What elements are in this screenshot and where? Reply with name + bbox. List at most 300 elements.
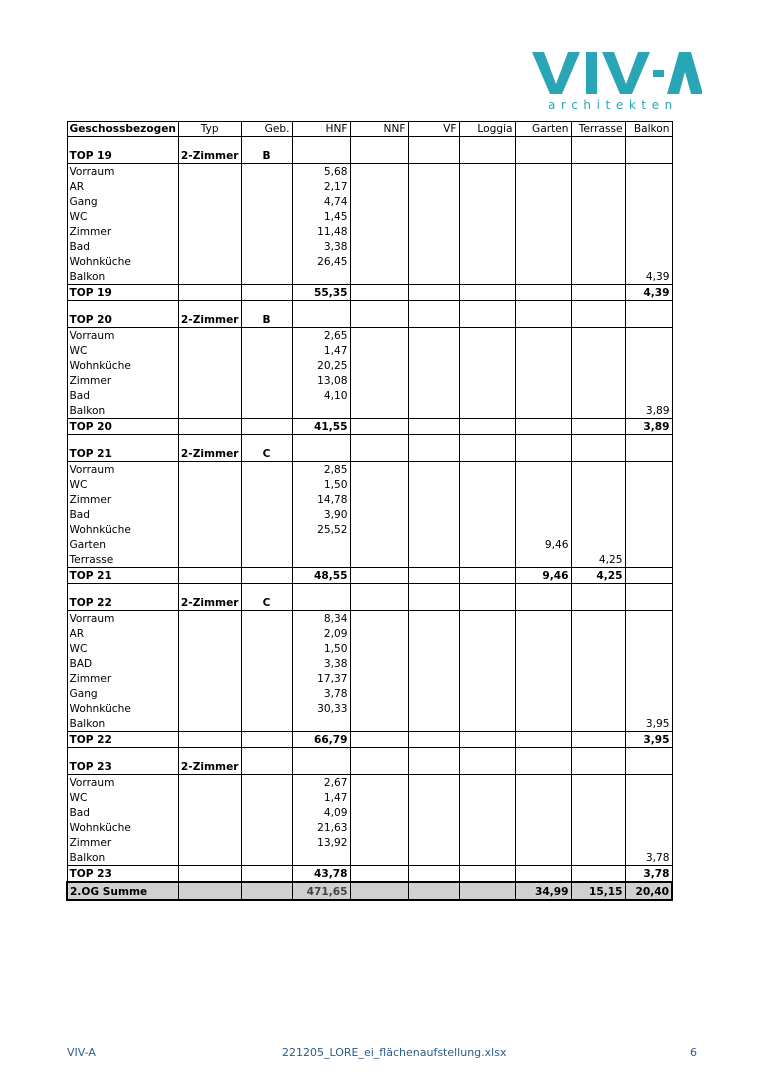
empty-cell	[241, 701, 292, 716]
room-vf	[408, 209, 459, 224]
total-terrasse	[571, 285, 625, 301]
total-hnf: 41,55	[292, 419, 350, 435]
empty-cell	[178, 686, 241, 701]
room-loggia	[459, 164, 515, 180]
room-hnf: 1,50	[292, 641, 350, 656]
room-vf	[408, 775, 459, 791]
room-name: WC	[67, 641, 178, 656]
total-nnf	[350, 568, 408, 584]
room-nnf	[350, 835, 408, 850]
room-vf	[408, 343, 459, 358]
spacer-cell	[292, 301, 350, 312]
room-balkon	[625, 641, 672, 656]
room-garten	[515, 492, 571, 507]
spacer-cell	[178, 584, 241, 595]
empty-cell	[178, 882, 241, 900]
total-terrasse: 4,25	[571, 568, 625, 584]
room-terrasse	[571, 611, 625, 627]
room-hnf: 2,67	[292, 775, 350, 791]
spacer-cell	[408, 748, 459, 759]
empty-cell	[178, 850, 241, 866]
empty-cell	[292, 758, 350, 775]
total-label: TOP 19	[67, 285, 178, 301]
room-nnf	[350, 477, 408, 492]
room-name: WC	[67, 790, 178, 805]
room-name: Zimmer	[67, 224, 178, 239]
room-loggia	[459, 224, 515, 239]
total-nnf	[350, 419, 408, 435]
spacer-cell	[292, 584, 350, 595]
room-name: Wohnküche	[67, 358, 178, 373]
room-nnf	[350, 671, 408, 686]
empty-cell	[350, 445, 408, 462]
room-loggia	[459, 373, 515, 388]
empty-cell	[178, 775, 241, 791]
room-balkon	[625, 164, 672, 180]
room-balkon	[625, 477, 672, 492]
total-label: TOP 23	[67, 866, 178, 883]
room-nnf	[350, 462, 408, 478]
room-name: WC	[67, 343, 178, 358]
empty-cell	[625, 147, 672, 164]
room-row	[67, 358, 672, 373]
spacer-cell	[625, 748, 672, 759]
empty-cell	[241, 656, 292, 671]
room-hnf: 3,38	[292, 656, 350, 671]
room-nnf	[350, 492, 408, 507]
empty-cell	[459, 758, 515, 775]
room-nnf	[350, 507, 408, 522]
total-loggia	[459, 285, 515, 301]
room-loggia	[459, 269, 515, 285]
spacer-cell	[459, 301, 515, 312]
empty-cell	[241, 358, 292, 373]
empty-cell	[178, 805, 241, 820]
room-row	[67, 328, 672, 344]
room-terrasse	[571, 671, 625, 686]
room-balkon	[625, 552, 672, 568]
room-garten	[515, 269, 571, 285]
room-loggia	[459, 656, 515, 671]
room-loggia	[459, 462, 515, 478]
room-hnf: 1,45	[292, 209, 350, 224]
empty-cell	[241, 866, 292, 883]
empty-cell	[241, 254, 292, 269]
empty-cell	[241, 343, 292, 358]
room-loggia	[459, 343, 515, 358]
total-balkon	[625, 568, 672, 584]
room-garten	[515, 641, 571, 656]
spacer-cell	[241, 584, 292, 595]
room-row	[67, 224, 672, 239]
room-nnf	[350, 641, 408, 656]
room-loggia	[459, 716, 515, 732]
total-hnf: 55,35	[292, 285, 350, 301]
room-nnf	[350, 388, 408, 403]
spacer-cell	[350, 748, 408, 759]
empty-cell	[178, 403, 241, 419]
empty-cell	[178, 492, 241, 507]
room-loggia	[459, 805, 515, 820]
room-name: AR	[67, 626, 178, 641]
empty-cell	[178, 656, 241, 671]
total-vf	[408, 732, 459, 748]
room-row	[67, 552, 672, 568]
unit-header-row	[67, 445, 672, 462]
spacer-cell	[350, 435, 408, 446]
room-loggia	[459, 522, 515, 537]
unit-total-row	[67, 866, 672, 883]
room-hnf: 1,47	[292, 790, 350, 805]
room-loggia	[459, 552, 515, 568]
room-name: Vorraum	[67, 164, 178, 180]
empty-cell	[515, 311, 571, 328]
room-row	[67, 641, 672, 656]
spacer-cell	[515, 301, 571, 312]
room-vf	[408, 358, 459, 373]
room-terrasse	[571, 388, 625, 403]
empty-cell	[571, 311, 625, 328]
empty-cell	[178, 732, 241, 748]
room-loggia	[459, 209, 515, 224]
room-garten	[515, 403, 571, 419]
empty-cell	[241, 179, 292, 194]
room-name: Garten	[67, 537, 178, 552]
empty-cell	[241, 373, 292, 388]
room-garten	[515, 179, 571, 194]
room-row	[67, 850, 672, 866]
total-hnf: 66,79	[292, 732, 350, 748]
room-hnf: 5,68	[292, 164, 350, 180]
room-vf	[408, 164, 459, 180]
room-loggia	[459, 611, 515, 627]
spacer-cell	[292, 748, 350, 759]
room-row	[67, 686, 672, 701]
room-balkon	[625, 373, 672, 388]
spacer-cell	[515, 748, 571, 759]
room-terrasse	[571, 626, 625, 641]
room-vf	[408, 194, 459, 209]
room-name: Bad	[67, 239, 178, 254]
room-balkon	[625, 343, 672, 358]
empty-cell	[178, 328, 241, 344]
room-balkon	[625, 462, 672, 478]
empty-cell	[178, 194, 241, 209]
room-row	[67, 254, 672, 269]
header-cell: Geb.	[241, 122, 292, 137]
room-vf	[408, 820, 459, 835]
room-balkon	[625, 492, 672, 507]
room-garten	[515, 358, 571, 373]
room-vf	[408, 835, 459, 850]
empty-cell	[241, 716, 292, 732]
room-terrasse	[571, 254, 625, 269]
room-garten	[515, 343, 571, 358]
spacer-cell	[178, 137, 241, 148]
room-terrasse: 4,25	[571, 552, 625, 568]
empty-cell	[178, 537, 241, 552]
room-nnf	[350, 522, 408, 537]
room-vf	[408, 641, 459, 656]
room-terrasse	[571, 507, 625, 522]
room-hnf: 13,92	[292, 835, 350, 850]
spacer-cell	[178, 435, 241, 446]
spacer-cell	[67, 137, 178, 148]
room-balkon	[625, 239, 672, 254]
room-vf	[408, 790, 459, 805]
unit-name: TOP 22	[67, 594, 178, 611]
room-loggia	[459, 403, 515, 419]
room-terrasse	[571, 224, 625, 239]
room-balkon	[625, 835, 672, 850]
header-cell: NNF	[350, 122, 408, 137]
total-label: TOP 22	[67, 732, 178, 748]
room-hnf: 14,78	[292, 492, 350, 507]
room-loggia	[459, 820, 515, 835]
spacer-cell	[625, 301, 672, 312]
empty-cell	[178, 611, 241, 627]
empty-cell	[241, 626, 292, 641]
room-row	[67, 775, 672, 791]
empty-cell	[178, 568, 241, 584]
room-hnf: 1,50	[292, 477, 350, 492]
room-name: WC	[67, 209, 178, 224]
room-row	[67, 239, 672, 254]
room-garten	[515, 254, 571, 269]
room-name: Terrasse	[67, 552, 178, 568]
spacer-cell	[67, 301, 178, 312]
spacer-cell	[408, 584, 459, 595]
total-terrasse	[571, 419, 625, 435]
room-vf	[408, 239, 459, 254]
empty-cell	[625, 758, 672, 775]
spacer-cell	[515, 435, 571, 446]
room-loggia	[459, 179, 515, 194]
empty-cell	[241, 820, 292, 835]
total-loggia	[459, 419, 515, 435]
spacer-cell	[408, 137, 459, 148]
empty-cell	[178, 224, 241, 239]
room-row	[67, 805, 672, 820]
room-nnf	[350, 790, 408, 805]
empty-cell	[408, 147, 459, 164]
room-nnf	[350, 224, 408, 239]
empty-cell	[178, 671, 241, 686]
room-balkon	[625, 388, 672, 403]
room-loggia	[459, 850, 515, 866]
room-terrasse	[571, 716, 625, 732]
room-nnf	[350, 626, 408, 641]
spacer-cell	[408, 435, 459, 446]
empty-cell	[178, 507, 241, 522]
room-nnf	[350, 209, 408, 224]
room-balkon	[625, 775, 672, 791]
empty-cell	[178, 641, 241, 656]
room-name: Vorraum	[67, 462, 178, 478]
spacer-row	[67, 301, 672, 312]
empty-cell	[515, 594, 571, 611]
room-garten	[515, 701, 571, 716]
total-nnf	[350, 732, 408, 748]
room-loggia	[459, 239, 515, 254]
room-vf	[408, 522, 459, 537]
room-name: Wohnküche	[67, 254, 178, 269]
empty-cell	[178, 477, 241, 492]
empty-cell	[292, 311, 350, 328]
room-row	[67, 209, 672, 224]
room-terrasse	[571, 775, 625, 791]
empty-cell	[178, 820, 241, 835]
room-garten	[515, 522, 571, 537]
room-name: Zimmer	[67, 671, 178, 686]
spacer-cell	[515, 137, 571, 148]
room-balkon: 3,89	[625, 403, 672, 419]
spacer-cell	[241, 748, 292, 759]
room-terrasse	[571, 194, 625, 209]
room-row	[67, 462, 672, 478]
empty-cell	[241, 611, 292, 627]
room-row	[67, 656, 672, 671]
spacer-row	[67, 137, 672, 148]
room-garten	[515, 194, 571, 209]
empty-cell	[178, 835, 241, 850]
empty-cell	[241, 209, 292, 224]
room-nnf	[350, 820, 408, 835]
room-hnf: 2,17	[292, 179, 350, 194]
empty-cell	[459, 594, 515, 611]
room-terrasse	[571, 656, 625, 671]
total-balkon: 3,89	[625, 419, 672, 435]
room-row	[67, 507, 672, 522]
room-vf	[408, 462, 459, 478]
room-nnf	[350, 775, 408, 791]
empty-cell	[178, 269, 241, 285]
room-loggia	[459, 701, 515, 716]
room-garten	[515, 388, 571, 403]
summary-row	[67, 882, 672, 900]
empty-cell	[178, 164, 241, 180]
room-nnf	[350, 686, 408, 701]
room-terrasse	[571, 820, 625, 835]
spacer-cell	[625, 137, 672, 148]
room-balkon	[625, 179, 672, 194]
empty-cell	[408, 758, 459, 775]
room-hnf: 4,09	[292, 805, 350, 820]
unit-header-row	[67, 311, 672, 328]
room-nnf	[350, 239, 408, 254]
room-garten	[515, 462, 571, 478]
room-terrasse	[571, 850, 625, 866]
empty-cell	[459, 445, 515, 462]
total-balkon: 3,95	[625, 732, 672, 748]
empty-cell	[515, 147, 571, 164]
room-garten	[515, 686, 571, 701]
room-vf	[408, 254, 459, 269]
summary-label: 2.OG Summe	[67, 882, 178, 900]
room-nnf	[350, 269, 408, 285]
room-hnf: 25,52	[292, 522, 350, 537]
empty-cell	[350, 147, 408, 164]
empty-cell	[515, 758, 571, 775]
room-hnf: 20,25	[292, 358, 350, 373]
room-nnf	[350, 850, 408, 866]
room-terrasse	[571, 403, 625, 419]
room-garten	[515, 775, 571, 791]
empty-cell	[178, 179, 241, 194]
room-terrasse	[571, 328, 625, 344]
empty-cell	[292, 594, 350, 611]
empty-cell	[292, 147, 350, 164]
empty-cell	[178, 522, 241, 537]
unit-building: B	[241, 311, 292, 328]
room-loggia	[459, 626, 515, 641]
unit-type: 2-Zimmer	[178, 758, 241, 775]
room-loggia	[459, 671, 515, 686]
room-vf	[408, 671, 459, 686]
spacer-cell	[571, 137, 625, 148]
room-name: Bad	[67, 388, 178, 403]
empty-cell	[241, 388, 292, 403]
room-terrasse	[571, 179, 625, 194]
summary-balkon: 20,40	[625, 882, 672, 900]
total-garten: 9,46	[515, 568, 571, 584]
empty-cell	[241, 285, 292, 301]
empty-cell	[625, 594, 672, 611]
room-balkon	[625, 671, 672, 686]
spacer-cell	[292, 137, 350, 148]
room-balkon	[625, 790, 672, 805]
room-balkon	[625, 224, 672, 239]
empty-cell	[625, 311, 672, 328]
room-terrasse	[571, 701, 625, 716]
room-nnf	[350, 373, 408, 388]
room-name: Bad	[67, 805, 178, 820]
room-terrasse	[571, 492, 625, 507]
room-balkon	[625, 358, 672, 373]
room-nnf	[350, 358, 408, 373]
empty-cell	[178, 285, 241, 301]
empty-cell	[459, 147, 515, 164]
unit-type: 2-Zimmer	[178, 594, 241, 611]
room-name: Balkon	[67, 850, 178, 866]
room-balkon	[625, 656, 672, 671]
room-nnf	[350, 805, 408, 820]
unit-total-row	[67, 568, 672, 584]
room-balkon	[625, 194, 672, 209]
room-loggia	[459, 537, 515, 552]
unit-header-row	[67, 147, 672, 164]
empty-cell	[571, 758, 625, 775]
room-hnf: 2,85	[292, 462, 350, 478]
room-row	[67, 701, 672, 716]
empty-cell	[178, 626, 241, 641]
empty-cell	[408, 445, 459, 462]
empty-cell	[241, 224, 292, 239]
room-hnf: 17,37	[292, 671, 350, 686]
room-vf	[408, 403, 459, 419]
room-row	[67, 477, 672, 492]
spacer-row	[67, 584, 672, 595]
room-name: Zimmer	[67, 835, 178, 850]
room-row	[67, 820, 672, 835]
room-hnf: 3,90	[292, 507, 350, 522]
logo-mark	[532, 48, 702, 96]
empty-cell	[241, 403, 292, 419]
room-garten	[515, 626, 571, 641]
spacer-cell	[571, 435, 625, 446]
room-balkon	[625, 209, 672, 224]
room-balkon	[625, 805, 672, 820]
